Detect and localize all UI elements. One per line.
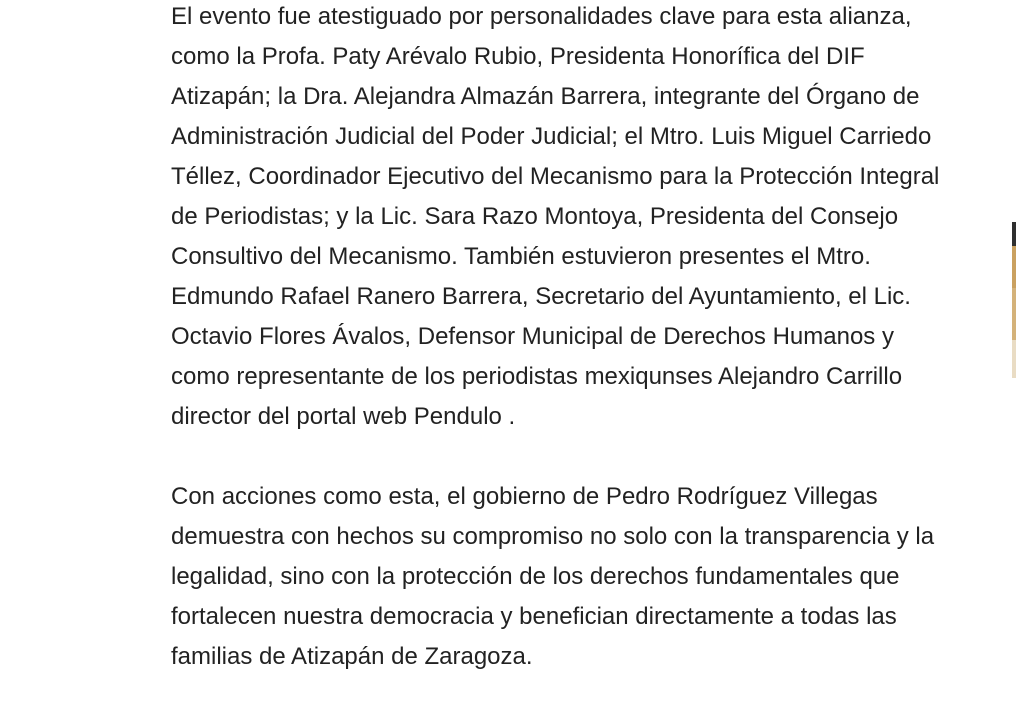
article-paragraph-2: Con acciones como esta, el gobierno de Pedro Rodríguez Villegas demuestra con hechos su compromiso no solo con la transparencia y la legalidad, sino con la protección de los derechos fundamentales que fortalecen nuestra democracia y benefician directamente a todas las familias de Atizapán de Zaragoza. (171, 483, 935, 670)
article-paragraph-1: El evento fue atestiguado por personalidades clave para esta alianza, como la Profa. Paty Arévalo Rubio, Presidenta Honorífica del DIF Atizapán; la Dra. Alejandra Almazán Barrera, integrante del Órgano de Administración Judicial del Poder Judicial; el Mtro. Luis Miguel Carriedo Téllez, Coordinador Ejecutivo del Mecanismo para la Protección Integral de Periodistas; y la Lic. Sara Razo Montoya, Presidenta del Consejo Consultivo del Mecanismo. También estuvieron presentes el Mtro. Edmundo Rafael Ranero Barrera, Secretario del Ayuntamiento, el Lic. Octavio Flores Ávalos, Defensor Municipal de Derechos Humanos y como representante de los periodistas mexiqunses Alejandro Carrillo director del portal web Pendulo . (171, 3, 940, 430)
cropped-image-edge (1012, 246, 1016, 288)
cropped-image-edge (1012, 340, 1016, 378)
article-body (171, 0, 951, 677)
cropped-image-edge (1012, 222, 1016, 246)
cropped-image-edge (1012, 288, 1016, 340)
